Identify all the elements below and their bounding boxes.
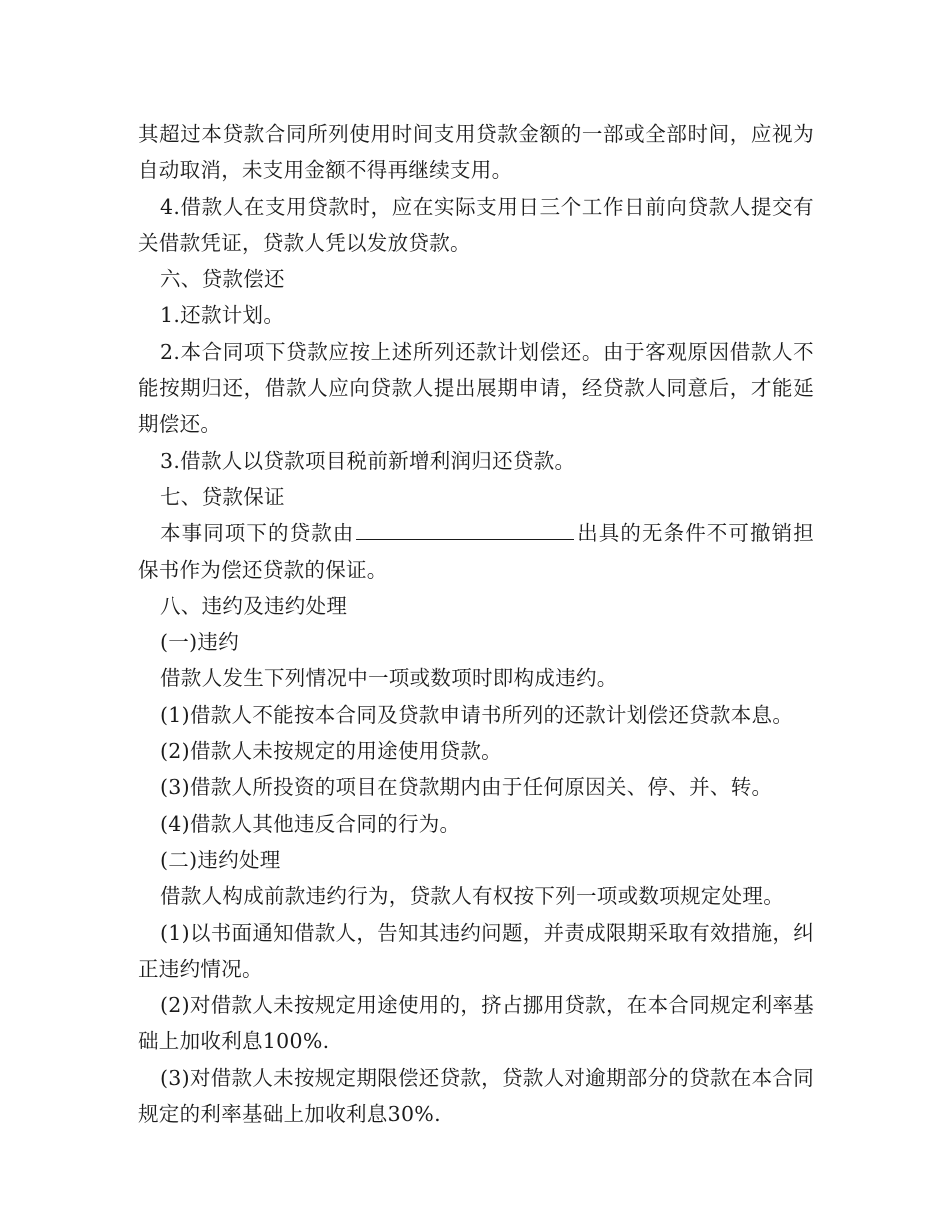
list-item-breach-4: (4)借款人其他违反合同的行为。 — [160, 811, 461, 836]
subsection-heading-handling: (二)违约处理 — [160, 847, 281, 872]
paragraph-breach-intro: 借款人发生下列情况中一项或数项时即构成违约。 — [160, 666, 618, 691]
section-heading-7: 七、贷款保证 — [160, 484, 285, 509]
list-item-breach-2: (2)借款人未按规定的用途使用贷款。 — [160, 739, 502, 764]
section-heading-6: 六、贷款偿还 — [160, 267, 285, 292]
paragraph-repayment-3: 3.借款人以贷款项目税前新增利润归还贷款。 — [160, 448, 576, 473]
guarantor-blank-field — [356, 517, 574, 540]
paragraph-continuation: 其超过本贷款合同所列使用时间支用贷款金额的一部或全部时间，应视为自动取消，未支用金额不得再继续支用。 — [138, 122, 814, 183]
document-body — [138, 116, 814, 1132]
list-item-breach-1: (1)借款人不能按本合同及贷款申请书所列的还款计划偿还贷款本息。 — [160, 702, 794, 727]
guarantee-text-after: 出具的无条件不可撤销担保书作为偿还贷款的保证。 — [138, 521, 814, 582]
paragraph-guarantee — [138, 515, 814, 588]
subsection-heading-breach: (一)违约 — [160, 630, 239, 655]
guarantee-text-before: 本事同项下的贷款由 — [160, 521, 355, 546]
paragraph-clause-4: 4.借款人在支用贷款时，应在实际支用日三个工作日前向贷款人提交有关借款凭证，贷款人凭以发放贷款。 — [138, 194, 814, 255]
section-heading-8: 八、违约及违约处理 — [160, 593, 348, 618]
list-item-handling-2: (2)对借款人未按规定用途使用的，挤占挪用贷款，在本合同规定利率基础上加收利息100%. — [138, 993, 814, 1054]
paragraph-repayment-2: 2.本合同项下贷款应按上述所列还款计划偿还。由于客观原因借款人不能按期归还，借款人应向贷款人提出展期申请，经贷款人同意后，才能延期偿还。 — [138, 339, 814, 437]
list-item-handling-1: (1)以书面通知借款人，告知其违约问题，并责成限期采取有效措施，纠正违约情况。 — [138, 920, 814, 981]
paragraph-repayment-1: 1.还款计划。 — [160, 303, 285, 328]
list-item-breach-3: (3)借款人所投资的项目在贷款期内由于任何原因关、停、并、转。 — [160, 775, 773, 800]
paragraph-handling-intro: 借款人构成前款违约行为，贷款人有权按下列一项或数项规定处理。 — [160, 884, 784, 909]
list-item-handling-3: (3)对借款人未按规定期限偿还贷款，贷款人对逾期部分的贷款在本合同规定的利率基础上加收利息30%. — [138, 1065, 814, 1127]
